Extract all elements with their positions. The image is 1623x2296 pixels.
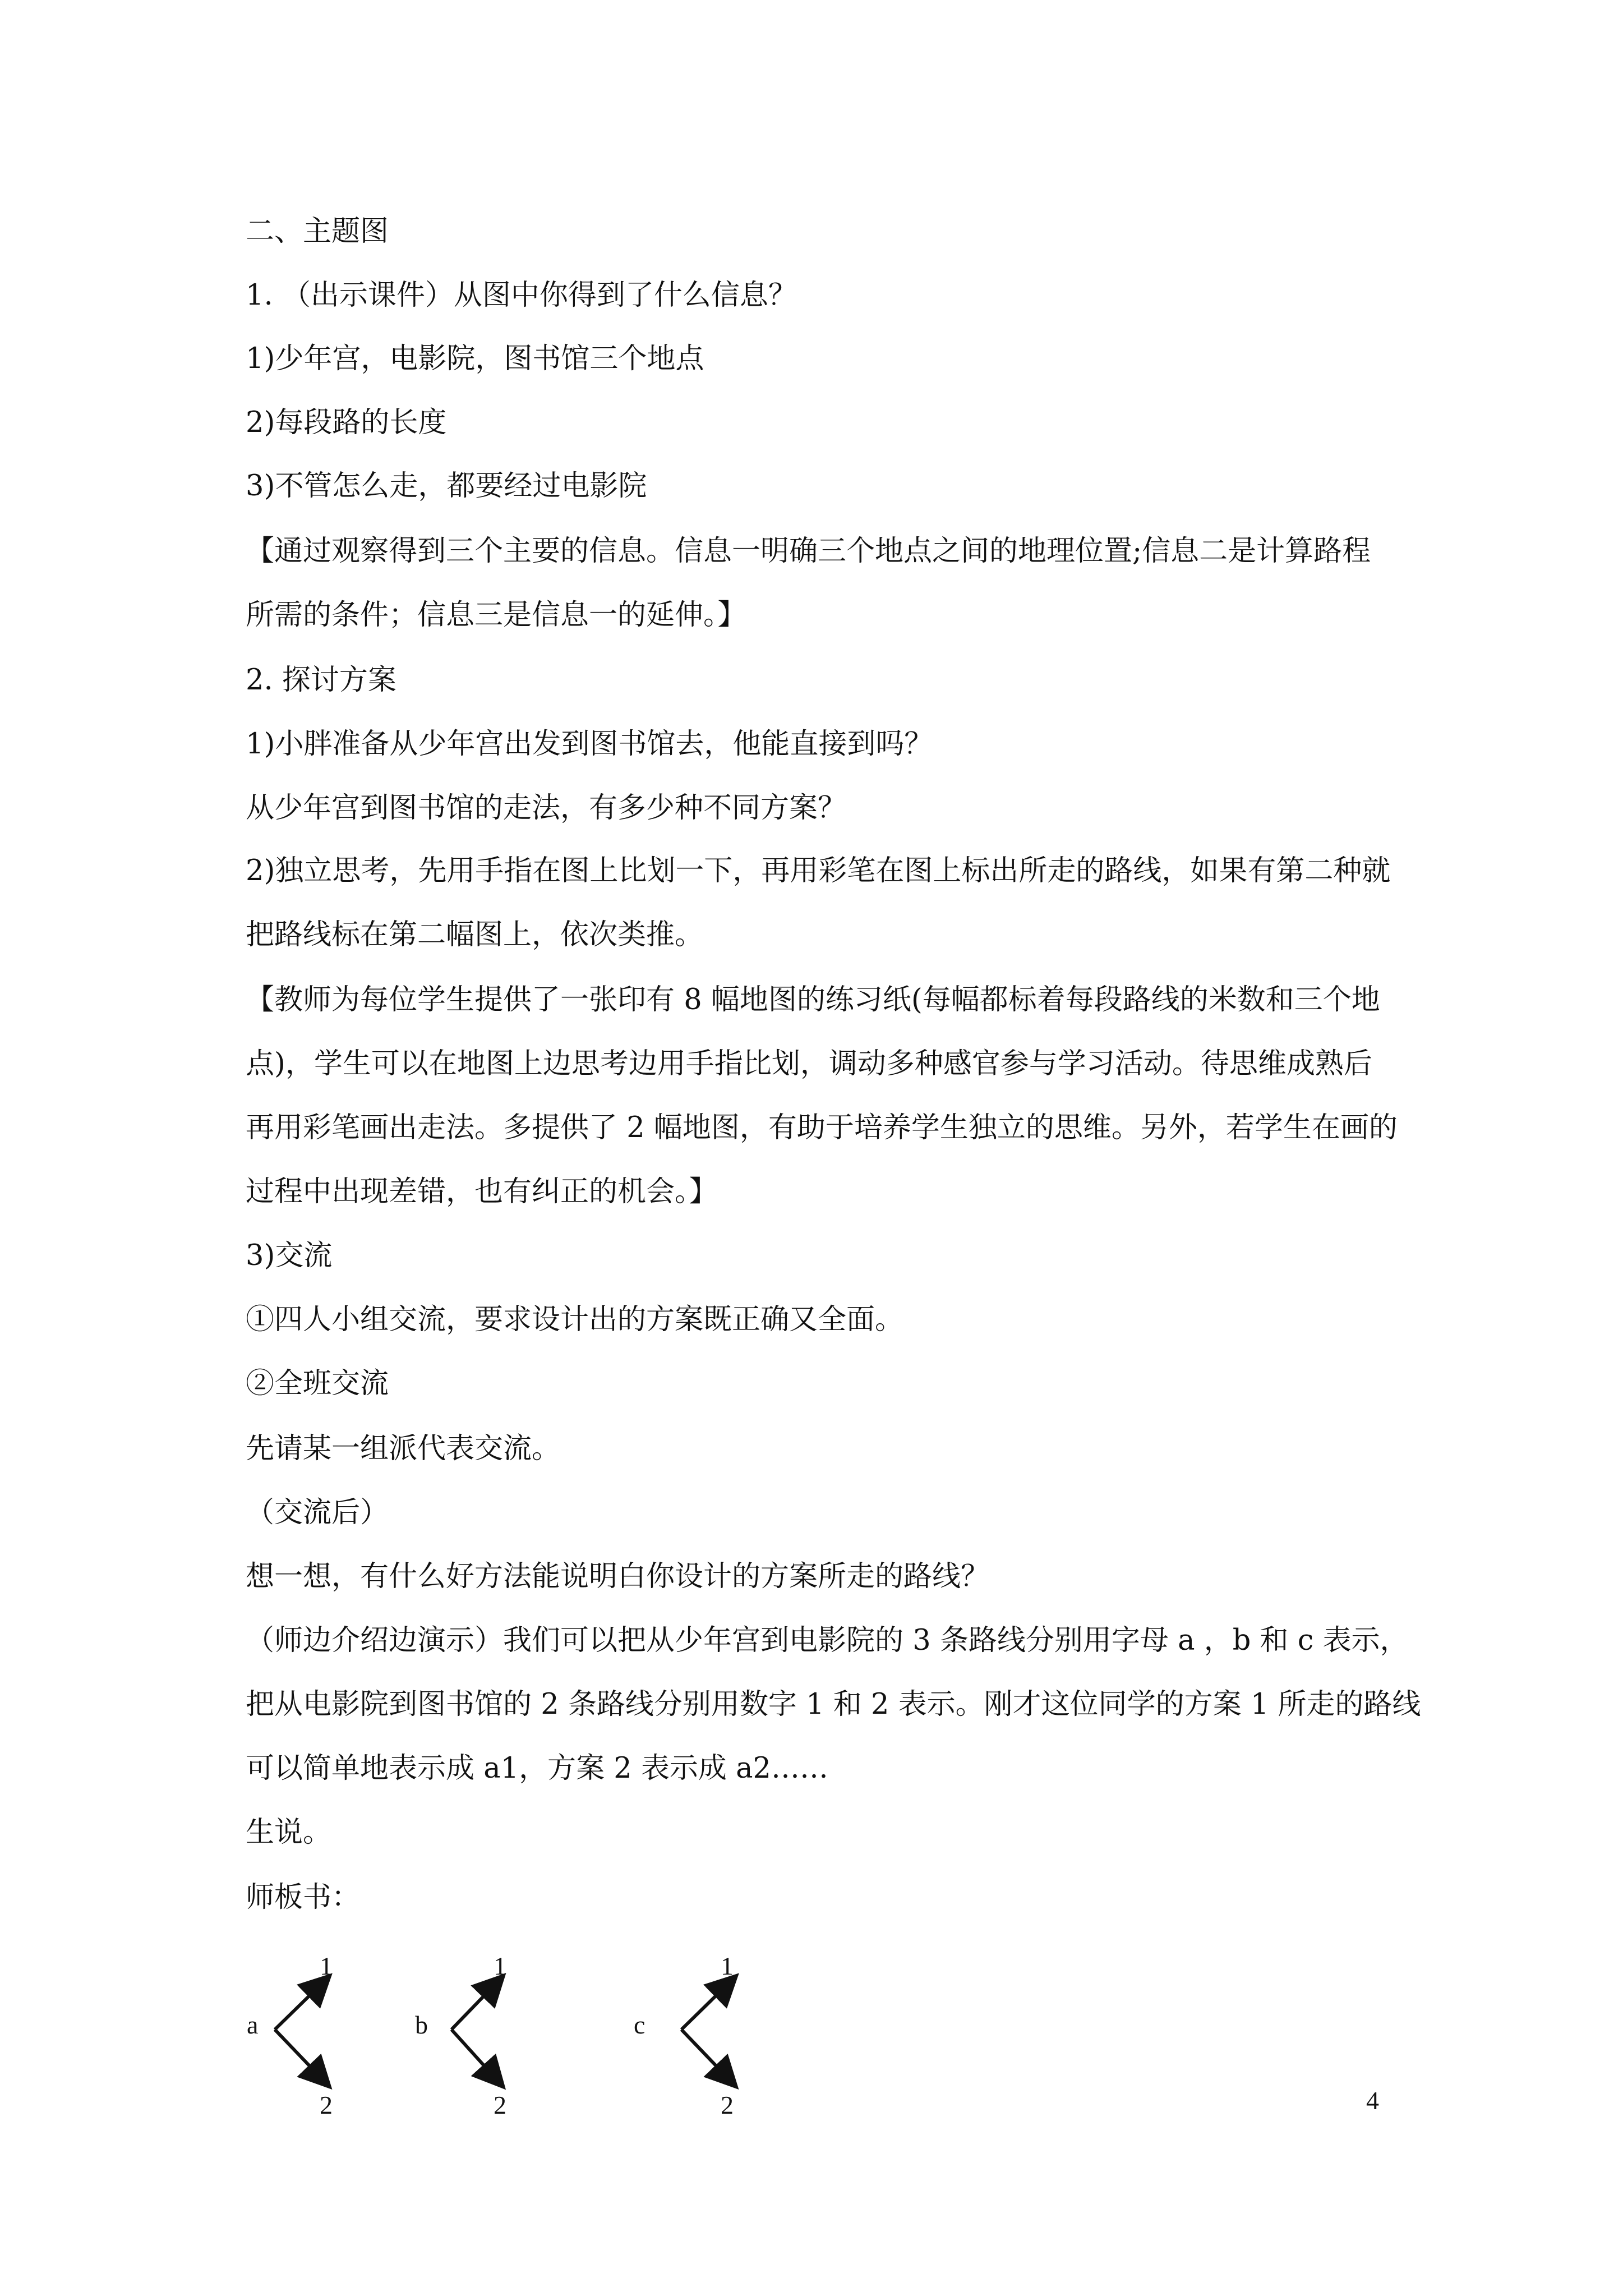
text-line: 2)每段路的长度 <box>246 406 447 439</box>
text-line: ②全班交流 <box>246 1367 389 1400</box>
route-top-label: 1 <box>494 1952 506 1980</box>
route-arrow-up <box>451 1980 499 2030</box>
text-line: 【教师为每位学生提供了一张印有 8 幅地图的练习纸(每幅都标着每段路线的米数和三个地 <box>246 983 1380 1016</box>
text-line: 过程中出现差错，也有纠正的机会。】 <box>246 1175 718 1208</box>
text-line: 再用彩笔画出走法。多提供了 2 幅地图，有助于培养学生独立的思维。另外，若学生在画的 <box>246 1111 1398 1144</box>
text-line: 所需的条件；信息三是信息一的延伸。】 <box>246 599 746 632</box>
route-start-label: a <box>247 2010 259 2039</box>
route-diagram <box>236 1935 740 2120</box>
text-line: 二、主题图 <box>246 215 389 248</box>
route-top-label: 1 <box>721 1952 734 1980</box>
route-bottom-label: 2 <box>721 2091 734 2119</box>
text-line: 师板书： <box>246 1881 361 1914</box>
text-line: 3)交流 <box>246 1239 333 1272</box>
route-arrow-down <box>681 2030 732 2082</box>
text-line: 1. （出示课件）从图中你得到了什么信息？ <box>246 279 797 312</box>
text-line: 把路线标在第二幅图上，依次类推。 <box>246 918 704 951</box>
route-arrow-up <box>275 1980 325 2030</box>
page-number: 4 <box>1366 2086 1379 2115</box>
text-line: 2)独立思考，先用手指在图上比划一下，再用彩笔在图上标出所走的路线，如果有第二种就 <box>246 854 1391 887</box>
route-group-c <box>634 1952 734 2119</box>
text-line: （交流后） <box>246 1496 389 1529</box>
text-line: 把从电影院到图书馆的 2 条路线分别用数字 1 和 2 表示。刚才这位同学的方案 1 所走的路线 <box>246 1688 1421 1721</box>
text-line: 3)不管怎么走，都要经过电影院 <box>246 470 647 503</box>
route-top-label: 1 <box>320 1952 333 1980</box>
text-line: 从少年宫到图书馆的走法，有多少种不同方案？ <box>246 792 847 825</box>
route-bottom-label: 2 <box>320 2091 333 2119</box>
route-bottom-label: 2 <box>494 2091 506 2119</box>
text-line: 2. 探讨方案 <box>246 664 396 697</box>
text-line: 生说。 <box>246 1816 332 1849</box>
route-start-label: c <box>634 2010 645 2039</box>
text-line: 先请某一组派代表交流。 <box>246 1432 561 1465</box>
route-group-b <box>415 1952 506 2119</box>
route-start-label: b <box>415 2010 428 2039</box>
route-group-a <box>247 1952 333 2119</box>
text-line: 1)小胖准备从少年宫出发到图书馆去，他能直接到吗？ <box>246 728 933 761</box>
text-line: 想一想，有什么好方法能说明白你设计的方案所走的路线？ <box>246 1560 990 1593</box>
route-arrow-up <box>681 1980 732 2030</box>
text-line: 可以简单地表示成 a1，方案 2 表示成 a2…… <box>246 1752 829 1785</box>
route-arrow-down <box>451 2030 499 2082</box>
text-line: ①四人小组交流，要求设计出的方案既正确又全面。 <box>246 1303 904 1336</box>
text-line: 点)，学生可以在地图上边思考边用手指比划，调动多种感官参与学习活动。待思维成熟后 <box>246 1047 1372 1080</box>
text-line: （师边介绍边演示）我们可以把从少年宫到电影院的 3 条路线分别用字母 a ，b 和 c 表示， <box>246 1624 1409 1657</box>
text-line: 【通过观察得到三个主要的信息。信息一明确三个地点之间的地理位置;信息二是计算路程 <box>246 535 1371 568</box>
text-line: 1)少年宫，电影院，图书馆三个地点 <box>246 342 704 375</box>
route-arrow-down <box>275 2030 325 2082</box>
